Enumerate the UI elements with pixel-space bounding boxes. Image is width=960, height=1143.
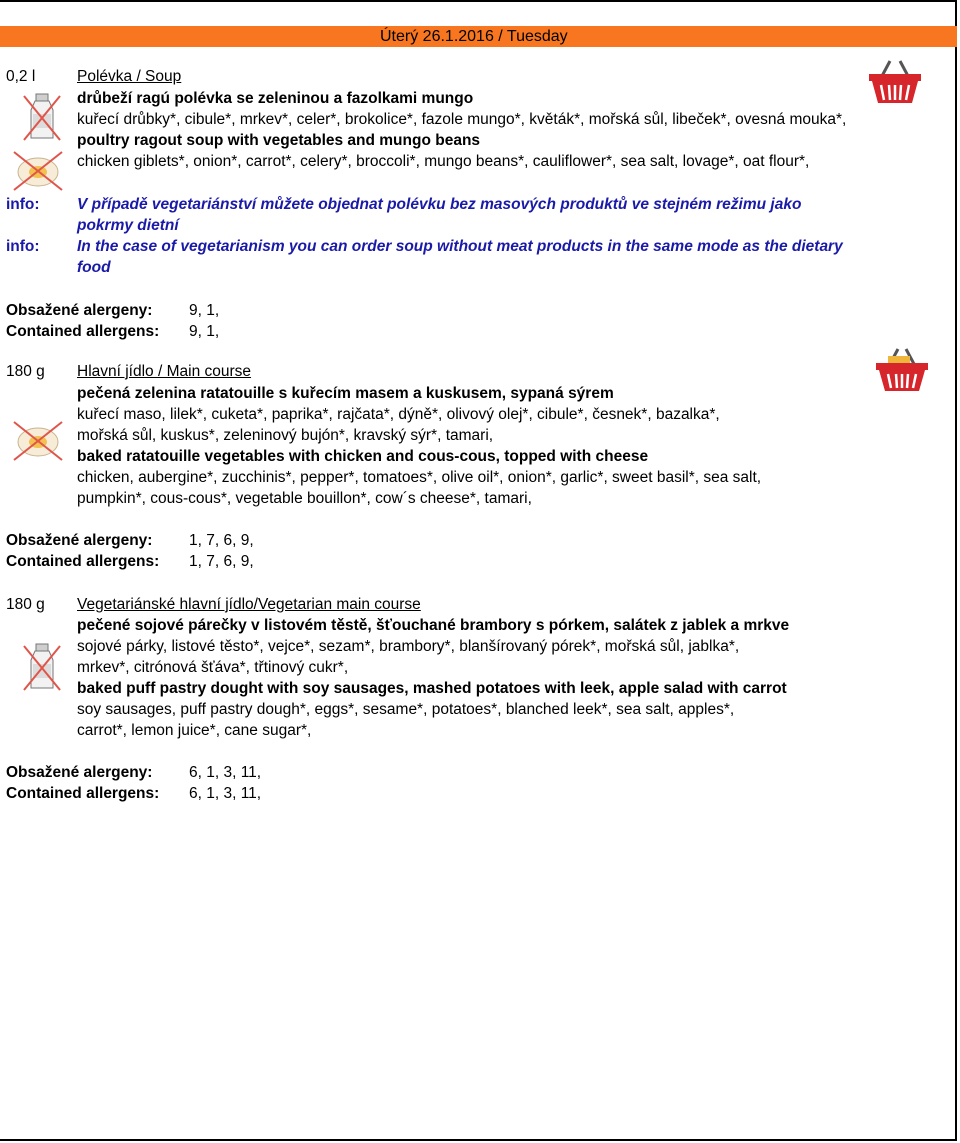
main-allergens-cz: 1, 7, 6, 9, [189, 532, 254, 549]
veg-category: Vegetariánské hlavní jídlo/Vegetarian main course [77, 596, 421, 613]
veg-quantity: 180 g [6, 596, 45, 613]
veg-allergens-en-label: Contained allergens: [6, 785, 160, 802]
soup-info-label-cz: info: [6, 196, 40, 213]
veg-allergens-cz-label: Obsažené alergeny: [6, 764, 153, 781]
crossed-egg-icon [10, 418, 66, 463]
main-name-cz: pečená zelenina ratatouille s kuřecím masem a kuskusem, sypaná sýrem [77, 385, 614, 402]
veg-ingredients-cz-line2: mrkev*, citrónová šťáva*, třtinový cukr*, [77, 659, 349, 676]
crossed-milk-bottle-icon [22, 92, 62, 142]
soup-info-cz-line1: V případě vegetariánství můžete objednat polévku bez masových produktů ve stejném režimu jako [77, 196, 802, 213]
soup-allergens-cz: 9, 1, [189, 302, 220, 319]
veg-allergens-en: 6, 1, 3, 11, [189, 785, 262, 802]
veg-name-cz: pečené sojové párečky v listovém těstě, šťouchané brambory s pórkem, salátek z jablek a mrkve [77, 617, 790, 634]
top-rule [0, 0, 957, 2]
main-category: Hlavní jídlo / Main course [77, 363, 252, 380]
main-name-en: baked ratatouille vegetables with chicken and cous-cous, topped with cheese [77, 448, 649, 465]
soup-allergens-cz-label: Obsažené alergeny: [6, 302, 153, 319]
main-quantity: 180 g [6, 363, 45, 380]
soup-info-en-line2: food [77, 259, 111, 276]
soup-category: Polévka / Soup [77, 68, 182, 85]
soup-info-cz-line2: pokrmy dietní [77, 217, 179, 234]
main-allergens-en-label: Contained allergens: [6, 553, 160, 570]
soup-quantity: 0,2 l [6, 68, 36, 85]
soup-ingredients-en: chicken giblets*, onion*, carrot*, celery*, broccoli*, mungo beans*, cauliflower*, sea salt, lovage*, oat flour*, [77, 153, 810, 170]
main-allergens-cz-label: Obsažené alergeny: [6, 532, 153, 549]
soup-allergens-en: 9, 1, [189, 323, 220, 340]
crossed-milk-bottle-icon [22, 642, 62, 692]
soup-allergens-en-label: Contained allergens: [6, 323, 160, 340]
veg-ingredients-cz-line1: sojové párky, listové těsto*, vejce*, sezam*, brambory*, blanšírovaný pórek*, mořská sůl, jablka*, [77, 638, 740, 655]
veg-allergens-cz: 6, 1, 3, 11, [189, 764, 262, 781]
shopping-basket-icon [866, 58, 924, 106]
soup-name-cz: drůbeží ragú polévka se zeleninou a fazolkami mungo [77, 90, 474, 107]
main-ingredients-en-line1: chicken, aubergine*, zucchinis*, pepper*, tomatoes*, olive oil*, onion*, garlic*, sweet basil*, sea salt, [77, 469, 762, 486]
veg-ingredients-en-line1: soy sausages, puff pastry dough*, eggs*, sesame*, potatoes*, blanched leek*, sea salt, apples*, [77, 701, 735, 718]
veg-name-en: baked puff pastry dought with soy sausages, mashed potatoes with leek, apple salad with carrot [77, 680, 787, 697]
soup-info-label-en: info: [6, 238, 40, 255]
veg-ingredients-en-line2: carrot*, lemon juice*, cane sugar*, [77, 722, 312, 739]
main-ingredients-cz-line2: mořská sůl, kuskus*, zeleninový bujón*, kravský sýr*, tamari, [77, 427, 494, 444]
main-ingredients-cz-line1: kuřecí maso, lilek*, cuketa*, paprika*, rajčata*, dýně*, olivový olej*, cibule*, česnek*, bazalka*, [77, 406, 720, 423]
main-ingredients-en-line2: pumpkin*, cous-cous*, vegetable bouillon*, cow´s cheese*, tamari, [77, 490, 532, 507]
shopping-basket-icon [874, 346, 930, 394]
crossed-egg-icon [10, 148, 66, 193]
soup-info-en-line1: In the case of vegetarianism you can order soup without meat products in the same mode as the dietary [77, 238, 843, 255]
menu-date: Úterý 26.1.2016 / Tuesday [380, 28, 568, 45]
soup-name-en: poultry ragout soup with vegetables and mungo beans [77, 132, 481, 149]
main-allergens-en: 1, 7, 6, 9, [189, 553, 254, 570]
soup-ingredients-cz: kuřecí drůbky*, cibule*, mrkev*, celer*, brokolice*, fazole mungo*, květák*, mořská sůl, libeček*, ovesná mouka*, [77, 111, 847, 128]
